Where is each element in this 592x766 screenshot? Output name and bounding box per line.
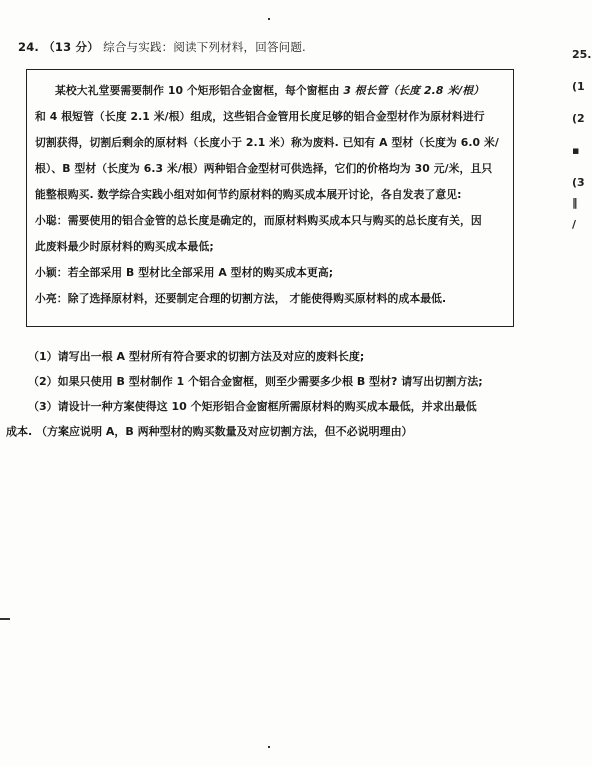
scan-speck <box>268 18 270 20</box>
material-box <box>26 69 514 327</box>
material-text-segment: 能整根购买. 数学综合实践小组对如何节约原材料的购买成本展开讨论，各自发表了意见: <box>35 188 462 201</box>
edge-fragment: (3 <box>572 176 585 189</box>
material-line-5 <box>35 182 505 208</box>
material-line-9 <box>35 286 505 312</box>
material-text-segment: 小聪：需要使用的铝合金管的总长度是确定的，而原材料购买成本只与购买的总长度有关，因 <box>35 214 482 227</box>
scan-speck <box>268 746 270 748</box>
material-text-segment: 根）、B 型材（长度为 6.3 米/根）两种铝合金型材可供选择，它们的价格均为 30 元/米，且只 <box>35 162 493 175</box>
sub-question-2: （2）如果只使用 B 型材制作 1 个铝合金窗框，则至少需要多少根 B 型材? 请写出切割方法; <box>28 375 483 388</box>
material-text-segment: 和 4 根短管（长度 2.1 米/根）组成，这些铝合金管用长度足够的铝合金型材作为原材料进行 <box>35 110 485 123</box>
material-text-segment: 切割获得，切割后剩余的原材料（长度小于 2.1 米）称为废料. 已知有 A 型材（长度为 6.0 米/ <box>35 136 499 149</box>
material-line-6 <box>35 208 505 234</box>
material-line-8 <box>35 260 505 286</box>
edge-fragment: / <box>572 218 577 231</box>
material-text-segment: 小颖：若全部采用 B 型材比全部采用 A 型材的购买成本更高; <box>35 266 334 279</box>
material-line-3 <box>35 130 505 156</box>
edge-fragment: ▪ <box>572 144 580 157</box>
edge-fragment: ‖ <box>572 196 578 209</box>
material-text-segment: 小亮：除了选择原材料，还要制定合理的切割方法， 才能使得购买原材料的成本最低. <box>35 292 447 305</box>
material-text-segment: 此废料最少时原材料的购买成本最低; <box>35 240 214 253</box>
edge-fragment: (1 <box>572 80 585 93</box>
sub-question-list <box>6 344 542 444</box>
material-line-2 <box>35 104 505 130</box>
edge-fragment: (2 <box>572 112 585 125</box>
material-text-segment: 某校大礼堂要需要制作 10 个矩形铝合金窗框，每个窗框由 <box>55 84 344 97</box>
margin-mark <box>0 618 10 620</box>
material-line-1 <box>35 78 505 104</box>
question-title: 综合与实践：阅读下列材料，回答问题. <box>103 40 306 54</box>
edge-fragment: 25. <box>572 48 592 61</box>
sub-question-3-continued: 成本. （方案应说明 A，B 两种型材的购买数量及对应切割方法，但不必说明理由） <box>6 425 413 438</box>
question-number: 24. <box>18 40 39 54</box>
sub-question-3: （3）请设计一种方案使得这 10 个矩形铝合金窗框所需原材料的购买成本最低，并求出最低 <box>28 400 477 413</box>
sub-question-1: （1）请写出一根 A 型材所有符合要求的切割方法及对应的废料长度; <box>28 350 365 363</box>
material-line-4 <box>35 156 505 182</box>
question-header <box>18 39 306 55</box>
material-text-segment: 3 根长管（长度 2.8 米/根） <box>343 84 485 97</box>
question-score: （13 分） <box>43 40 99 54</box>
material-line-7 <box>35 234 505 260</box>
